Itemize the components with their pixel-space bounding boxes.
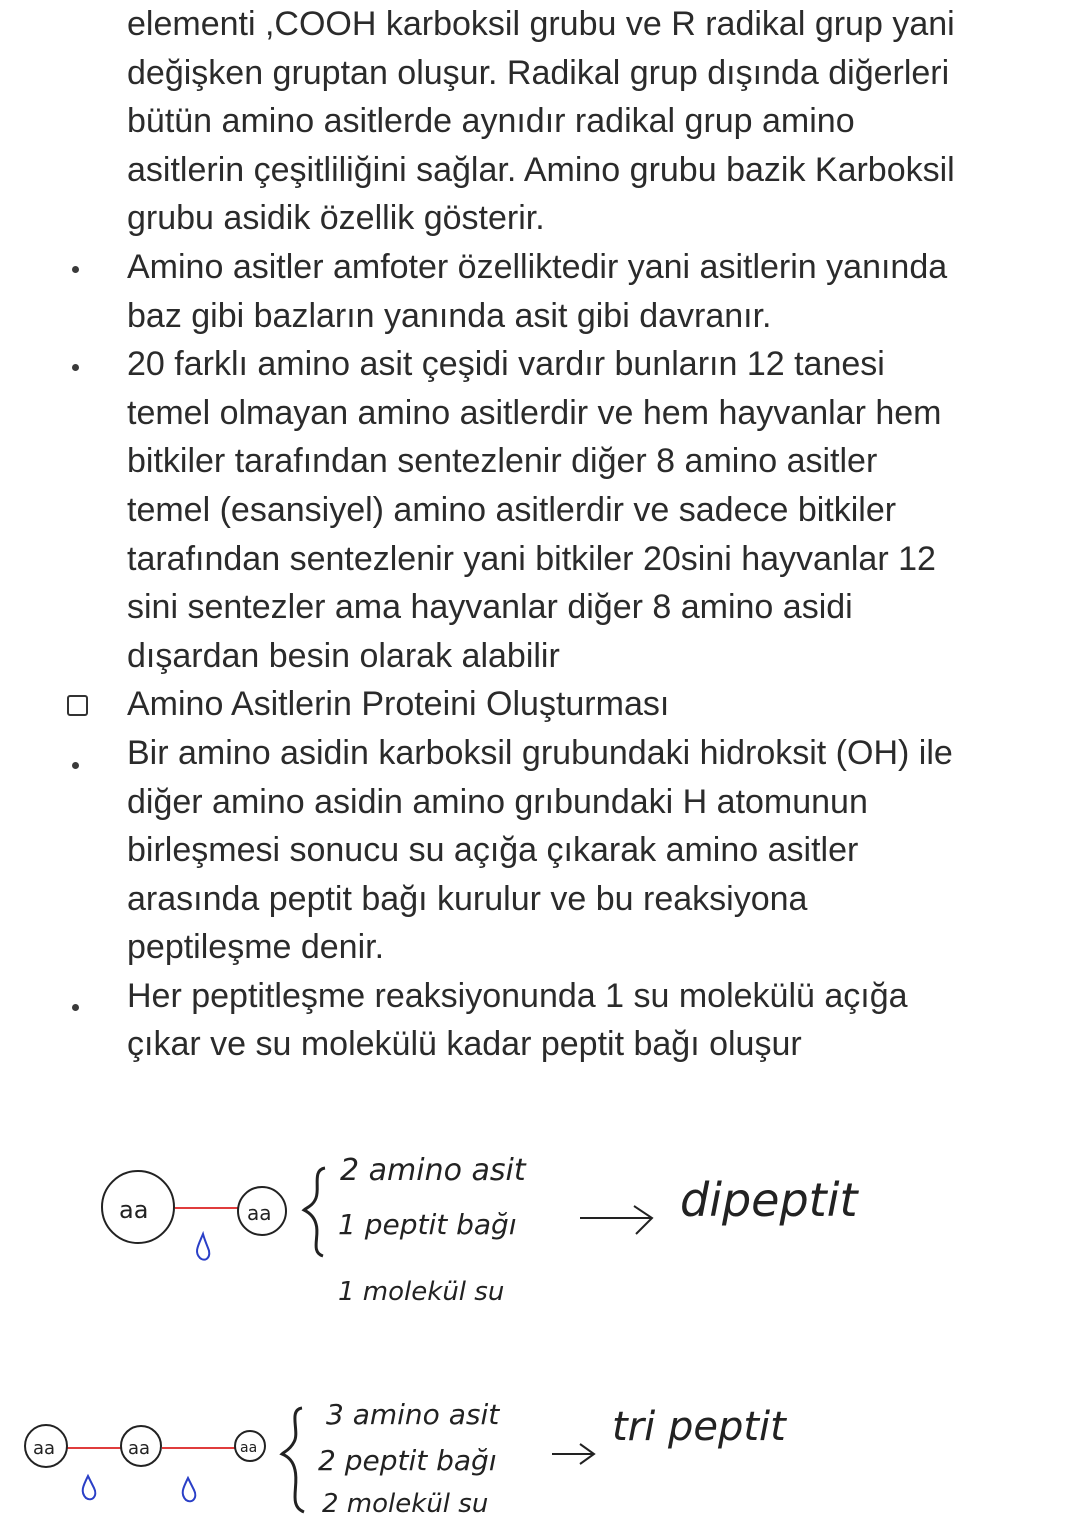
text-line: diğer amino asidin amino grıbundaki H atomunun: [127, 782, 868, 821]
section-heading: Amino Asitlerin Proteini Oluşturması: [127, 685, 670, 724]
text-line: baz gibi bazların yanında asit gibi davranır.: [127, 296, 772, 335]
text-line: Bir amino asidin karboksil grubundaki hidroksit (OH) ile: [127, 733, 953, 772]
text-line: değişken gruptan oluşur. Radikal grup dışında diğerleri: [127, 53, 950, 92]
notes-text: [127, 0, 1057, 1069]
text-line: elementi ,COOH karboksil grubu ve R radikal grup yani: [127, 5, 955, 43]
text-line: bütün amino asitlerde aynıdır radikal grup amino: [127, 102, 855, 141]
dipeptide-bond-count: 1 peptit bağı: [338, 1208, 517, 1241]
text-line: grubu asidik özellik gösterir.: [127, 199, 545, 238]
amino-acid-label: aa: [240, 1440, 258, 1456]
text-line: 20 farklı amino asit çeşidi vardır bunların 12 tanesi: [127, 345, 885, 384]
curly-brace-icon: [282, 1408, 304, 1512]
text-line: dışardan besin olarak alabilir: [127, 636, 560, 675]
amino-acid-label: aa: [128, 1438, 151, 1459]
amino-acid-label: aa: [119, 1196, 149, 1224]
arrow-icon: [552, 1444, 594, 1464]
tripeptide-diagram: [25, 1398, 787, 1519]
amino-acid-label: aa: [247, 1201, 272, 1225]
curly-brace-icon: [304, 1168, 325, 1256]
dipeptide-water-count: 1 molekül su: [338, 1277, 505, 1307]
tripeptide-water-count: 2 molekül su: [322, 1489, 489, 1519]
tripeptide-amino-count: 3 amino asit: [326, 1398, 500, 1431]
text-line: Her peptitleşme reaksiyonunda 1 su molekülü açığa: [127, 976, 908, 1015]
text-line: asitlerin çeşitliliğini sağlar. Amino grubu bazik Karboksil: [127, 150, 955, 189]
water-drop-icon: [197, 1234, 209, 1260]
dipeptide-diagram: [102, 1153, 859, 1307]
text-line: arasında peptit bağı kurulur ve bu reaksiyona: [127, 879, 808, 918]
text-line: bitkiler tarafından sentezlenir diğer 8 amino asitler: [127, 442, 878, 481]
bullet-dot: [72, 1004, 79, 1011]
text-line: sini sentezler ama hayvanlar diğer 8 amino asidi: [127, 588, 853, 627]
text-line: Amino asitler amfoter özelliktedir yani asitlerin yanında: [127, 247, 948, 286]
text-line: temel olmayan amino asitlerdir ve hem hayvanlar hem: [127, 393, 942, 432]
dipeptide-amino-count: 2 amino asit: [340, 1153, 526, 1188]
arrow-icon: [580, 1206, 652, 1234]
bullet-dot: [72, 364, 79, 371]
amino-acid-label: aa: [33, 1438, 56, 1459]
bullet-dot: [72, 266, 79, 273]
water-drop-icon: [183, 1478, 196, 1501]
text-line: temel (esansiyel) amino asitlerdir ve sadece bitkiler: [127, 490, 897, 529]
tripeptide-bond-count: 2 peptit bağı: [318, 1444, 497, 1477]
dipeptide-result: dipeptit: [680, 1173, 858, 1227]
checkbox-icon[interactable]: [67, 695, 88, 716]
text-line: tarafından sentezlenir yani bitkiler 20sini hayvanlar 12: [127, 539, 936, 578]
tripeptide-result: tri peptit: [612, 1404, 786, 1450]
water-drop-icon: [83, 1476, 96, 1499]
text-line: birleşmesi sonucu su açığa çıkarak amino asitler: [127, 831, 859, 870]
peptide-sketch: [0, 1120, 1080, 1526]
text-line: çıkar ve su molekülü kadar peptit bağı oluşur: [127, 1025, 802, 1064]
text-line: peptileşme denir.: [127, 928, 385, 967]
bullet-dot: [72, 762, 79, 769]
